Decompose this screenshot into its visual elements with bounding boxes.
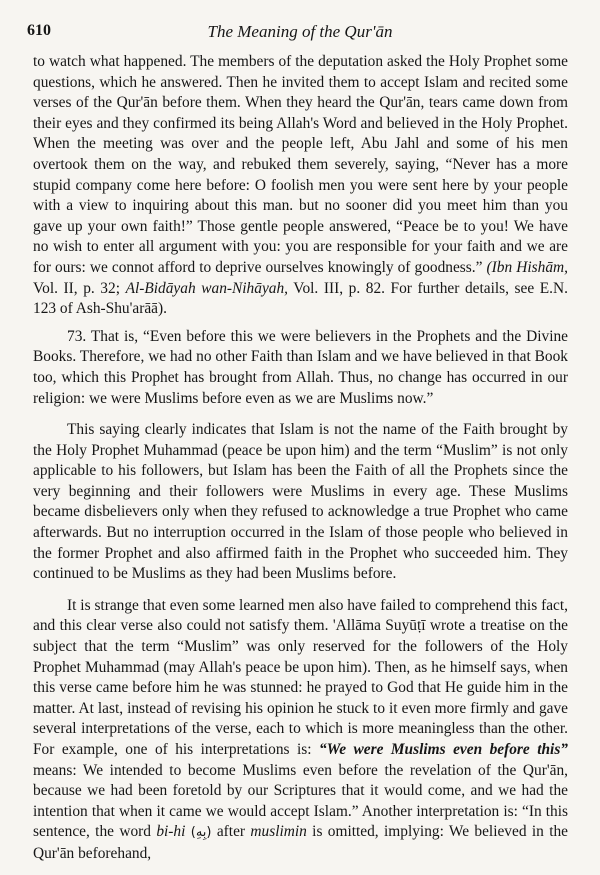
running-title: The Meaning of the Qur'ān [207,22,393,41]
paragraph-deputation [33,52,568,320]
citation-al-bidayah: Al-Bidāyah wan-Nihāyah, [125,279,289,297]
paragraph-islam-faith: This saying clearly indicates that Islam is not the name of the Faith brought by the Holy Prophet Muhammad (peace be upon him) and the term “Muslim” is not only applicable to his followers, but Islam has been the Faith of all the Prophets since the very beginning and their followers were Muslims in every age. These Muslims became disbelievers only when they refused to acknowledge a true Prophet who came afterwards. But no interruption occurred in the Islam of those people who believed in the former Prophet and also affirmed faith in the Prophet who succeeded him. They continued to be Muslims as they had been Muslims before. [33,421,568,583]
page-header [0,22,600,44]
term-bi-hi: bi-hi [156,823,186,841]
citation-ibn-hisham: (Ibn Hishām, [486,258,568,276]
paragraph-note-73: 73. That is, “Even before this we were believers in the Prophets and the Divine Books. Therefore, we had no other Faith than Islam and we have believed in that Book too, which this Prophet has brought from Allah. Thus, no change has occurred in our religion: we were Muslims before even as we are Muslims now.” [33,327,568,407]
paragraph-text: Vol. II, p. 32; [33,279,126,297]
paragraph-text: means: We intended to become Muslims even before the revelation of the Qur'ān, because we had been foretold by our Scriptures that it would come, and we had the intention that when it came we would accept Islam.” Another interpretation is: “In this sentence, the word [33,761,568,841]
arabic-term: (بِهِ) [190,825,212,841]
paragraph-text: It is strange that even some learned men also have failed to comprehend this fact, and this clear verse also could not satisfy them. 'Allāma Suyūṭī wrote a treatise on the subject that the term “Muslim” was only reserved for the followers of the Holy Prophet Muhammad (may Allah's peace be upon him). Then, as he himself says, when this verse came before him he was stunned: he prayed to God that He guide him in the matter. At last, instead of revising his opinion he stuck to it even more firmly and gave several interpretations of the verse, each to which is more meaningless than the other. For example, one of his interpretations is: [33,596,568,758]
paragraph-text: is omitted, implying: We believed in the Qur'ān beforehand, [33,823,568,862]
paragraph-text: to watch what happened. The members of the deputation asked the Holy Prophet some questions, which he answered. Then he invited them to accept Islam and recited some verses of the Qur'ān before them. When they heard the Qur'ān, tears came down from their eyes and they confirmed its being Allah's Word and believed in the Holy Prophet. When the meeting was over and the people left, Abu Jahl and some of his men overtook them on the way, and rebuked them severely, saying, “Never has a more stupid company come here before: O foolish men you were sent here by your people with a view to inquiring about this man. but no sooner did you meet him than you gave up your own faith!” Those gentle people answered, “Peace be to you! We have no wish to enter all argument with you: you are responsible for your faith and we are for ours: we connot afford to deprive ourselves knowingly of goodness.” [33,53,568,276]
paragraph-text: Vol. III, p. 82. For further details, see E.N. 123 of Ash-Shu'arāā). [33,279,568,318]
page-number: 610 [27,22,51,39]
page-body [33,52,568,865]
term-muslimin: muslimin [250,823,307,841]
quoted-verse: “We were Muslims even before this” [318,741,568,758]
paragraph-text: after [211,823,251,841]
paragraph-suyuti [33,596,568,865]
